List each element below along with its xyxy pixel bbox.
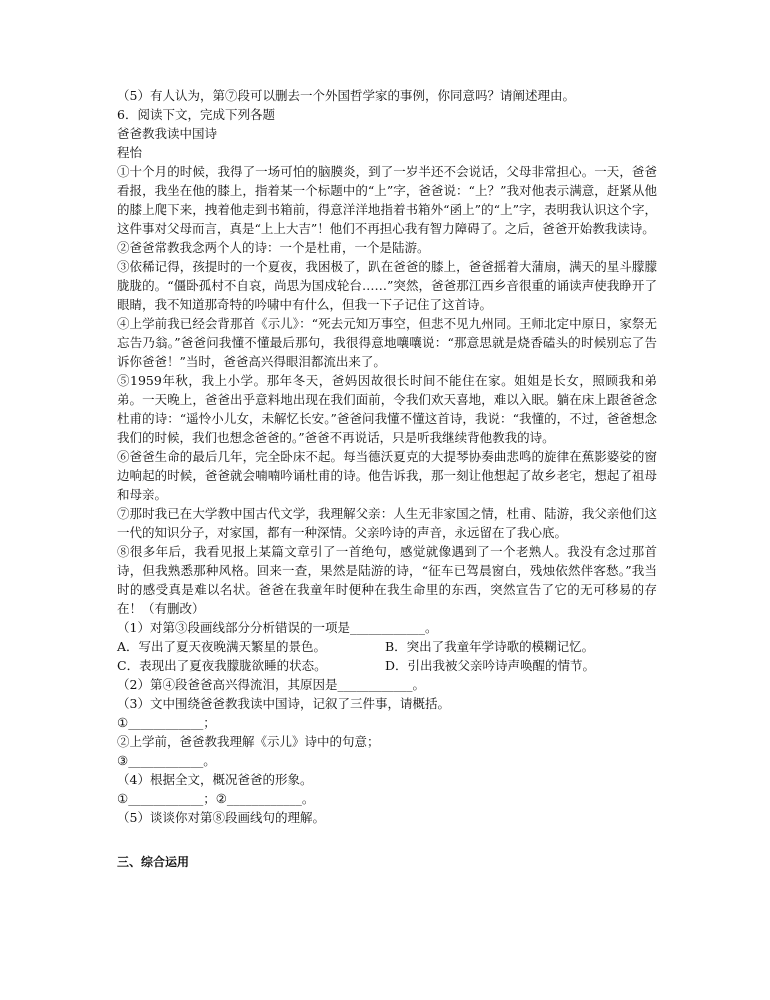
article-author: 程怡 (117, 145, 143, 160)
paragraph-4: ④上学前我已经会背那首《示儿》：“死去元知万事空，但悲不见九州同。王师北定中原日，家祭无忘告乃翁。”爸爸问我懂不懂最后那句，我很得意地嚷嚷说：“那意思就是烧香磕头的时候别忘了告诉你爸爸！”当时，爸爸高兴得眼泪都流出来了。 (117, 316, 657, 369)
paragraph-2: ②爸爸常教我念两个人的诗：一个是杜甫，一个是陆游。 (117, 240, 430, 255)
question-4: （4）根据全文，概况爸爸的形象。 (117, 772, 313, 787)
question-4-answer: ①____________；②____________。 (117, 791, 315, 806)
question-2: （2）第④段爸爸高兴得流泪，其原因是____________。 (117, 677, 425, 692)
paragraph-7: ⑦那时我已在大学教中国古代文学，我理解父亲：人生无非家国之情，杜甫、陆游，我父亲他们这一代的知识分子，对家国，都有一种深情。父亲吟诗的声音，永远留在了我心底。 (117, 506, 657, 540)
option-c: C．表现出了夏夜我朦胧欲睡的状态。 (117, 658, 327, 673)
option-a: A．写出了夏天夜晚满天繁星的景色。 (117, 639, 327, 654)
question-6-heading: 6．阅读下文，完成下列各题 (117, 107, 275, 122)
article-title: 爸爸教我读中国诗 (117, 126, 218, 141)
option-b: B．突出了我童年学诗歌的模糊记忆。 (385, 639, 595, 654)
document-page (117, 86, 657, 872)
question-1-blank: ____________ (349, 620, 425, 635)
question-3: （3）文中围绕爸爸教我读中国诗，记叙了三件事，请概括。 (117, 696, 450, 711)
section-heading: 三、综合运用 (117, 855, 190, 869)
options-row-1 (117, 637, 657, 656)
question-1: （1）对第③段画线部分分析错误的一项是____________。 (117, 620, 438, 635)
question-3-item-3: ③____________。 (117, 753, 216, 768)
paragraph-3: ③依稀记得，孩提时的一个夏夜，我困极了，趴在爸爸的膝上，爸爸摇着大蒲扇，满天的星斗朦朦胧胧的。“僵卧孤村不自哀，尚思为国戍轮台……”突然，爸爸那江西乡音很重的诵读声使我睁开了眼睛，我不知道那奇特的吟啸中有什么，但我一下子记住了这首诗。 (117, 259, 657, 312)
paragraph-5: ⑤1959年秋，我上小学。那年冬天，爸妈因故很长时间不能住在家。姐姐是长女，照顾我和弟弟。一天晚上，爸爸出乎意料地出现在我们面前，令我们欢天喜地，难以入眠。躺在床上跟爸爸念杜甫的诗：“遥怜小儿女，未解忆长安。”爸爸问我懂不懂这首诗，我说：“我懂的，不过，爸爸想念我们的时候，我们也想念爸爸的。”爸爸不再说话，只是听我继续背他教我的诗。 (117, 373, 657, 445)
question-3-item-2: ②上学前，爸爸教我理解《示儿》诗中的句意； (117, 734, 380, 749)
paragraph-6: ⑥爸爸生命的最后几年，完全卧床不起。每当德沃夏克的大提琴协奏曲悲鸣的旋律在蕉影婆娑的窗边响起的时候，爸爸就会喃喃吟诵杜甫的诗。他告诉我，那一刻让他想起了故乡老宅，想起了祖母和母亲。 (117, 449, 657, 502)
option-d: D．引出我被父亲吟诗声唤醒的情节。 (385, 658, 596, 673)
question-3-item-1: ①____________； (117, 715, 216, 730)
question-5: （5）谈谈你对第⑧段画线句的理解。 (117, 810, 325, 825)
paragraph-1: ①十个月的时候，我得了一场可怕的脑膜炎，到了一岁半还不会说话，父母非常担心。一天，爸爸看报，我坐在他的膝上，指着某一个标题中的“上”字，爸爸说：“上？”我对他表示满意，赶紧从他的膝上爬下来，拽着他走到书箱前，得意洋洋地指着书箱外“函上”的“上”字，表明我认识这个字，这件事对父母而言，真是“上上大吉”！他们不再担心我有智力障碍了。之后，爸爸开始教我读诗。 (117, 164, 657, 236)
options-row-2 (117, 656, 657, 675)
question-1-stem: （1）对第③段画线部分分析错误的一项是 (117, 620, 350, 635)
previous-question-5: （5）有人认为，第⑦段可以删去一个外国哲学家的事例，你同意吗？请阐述理由。 (117, 88, 575, 103)
paragraph-8: ⑧很多年后，我看见报上某篇文章引了一首绝句，感觉就像遇到了一个老熟人。我没有念过那首诗，但我熟悉那种风格。回来一查，果然是陆游的诗，“征车已驾晨窗白，残烛依然伴客愁。”我当时的感受真是难以名状。爸爸在我童年时便种在我生命里的东西，突然宣告了它的无可移易的存在！（有删改） (117, 544, 657, 616)
